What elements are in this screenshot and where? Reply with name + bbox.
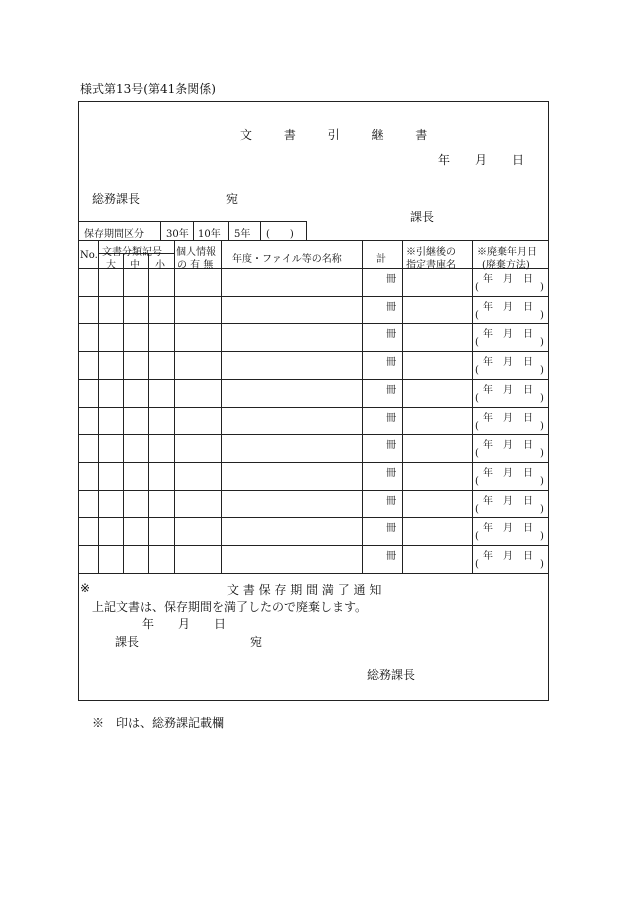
footnote: ※ 印は、総務課記載欄 <box>92 716 225 730</box>
row-open-paren: ( <box>475 393 479 404</box>
row-close-paren: ) <box>540 559 544 570</box>
row-close-paren: ) <box>540 448 544 459</box>
row-open-paren: ( <box>475 504 479 515</box>
row-disposal-date: 年 月 日 <box>483 413 533 424</box>
row-open-paren: ( <box>475 421 479 432</box>
row-close-paren: ) <box>540 365 544 376</box>
notice-body: 上記文書は、保存期間を満了したので廃棄します。 <box>92 600 368 614</box>
row-disposal-date: 年 月 日 <box>483 329 533 340</box>
header-dest-2: 指定書庫名 <box>406 260 456 271</box>
row-close-paren: ) <box>540 531 544 542</box>
header-personal-info-2: の 有 無 <box>177 260 214 271</box>
sender-title: 課長 <box>410 210 435 224</box>
row-unit: 冊 <box>386 523 396 534</box>
row-open-paren: ( <box>475 559 479 570</box>
recipient-suffix: 宛 <box>226 192 239 206</box>
row-unit: 冊 <box>386 385 396 396</box>
notice-year: 年 <box>142 617 155 631</box>
header-class-large: 大 <box>106 260 116 271</box>
row-close-paren: ) <box>540 393 544 404</box>
row-unit: 冊 <box>386 302 396 313</box>
row-disposal-date: 年 月 日 <box>483 468 533 479</box>
header-dest-1: ※引継後の <box>406 247 456 258</box>
notice-from: 総務課長 <box>367 668 416 682</box>
row-unit: 冊 <box>386 329 396 340</box>
form-title: 文 書 引 継 書 <box>240 128 442 142</box>
header-personal-info-1: 個人情報 <box>176 247 216 258</box>
row-close-paren: ) <box>540 310 544 321</box>
notice-suffix: 宛 <box>250 635 263 649</box>
row-disposal-date: 年 月 日 <box>483 302 533 313</box>
date-month: 月 <box>475 153 488 167</box>
recipient-name: 総務課長 <box>92 192 141 206</box>
retention-option-custom[interactable]: ( ) <box>266 229 294 240</box>
row-disposal-date: 年 月 日 <box>483 385 533 396</box>
row-close-paren: ) <box>540 282 544 293</box>
row-unit: 冊 <box>386 496 396 507</box>
retention-option-30[interactable]: 30年 <box>166 229 189 240</box>
row-close-paren: ) <box>540 504 544 515</box>
notice-to: 課長 <box>115 635 140 649</box>
header-no: No. <box>80 250 98 261</box>
row-unit: 冊 <box>386 413 396 424</box>
retention-label: 保存期間区分 <box>84 229 144 240</box>
row-disposal-date: 年 月 日 <box>483 357 533 368</box>
retention-option-5[interactable]: 5年 <box>234 229 251 240</box>
row-open-paren: ( <box>475 310 479 321</box>
row-disposal-date: 年 月 日 <box>483 440 533 451</box>
header-class-medium: 中 <box>130 260 140 271</box>
row-close-paren: ) <box>540 421 544 432</box>
row-disposal-date: 年 月 日 <box>483 274 533 285</box>
notice-mark: ※ <box>80 581 91 595</box>
notice-title: 文 書 保 存 期 間 満 了 通 知 <box>227 583 382 597</box>
header-total: 計 <box>376 254 386 265</box>
form-label: 様式第13号(第41条関係) <box>80 82 216 96</box>
row-open-paren: ( <box>475 448 479 459</box>
retention-option-10[interactable]: 10年 <box>198 229 221 240</box>
row-unit: 冊 <box>386 274 396 285</box>
row-disposal-date: 年 月 日 <box>483 496 533 507</box>
row-unit: 冊 <box>386 357 396 368</box>
row-open-paren: ( <box>475 282 479 293</box>
row-open-paren: ( <box>475 337 479 348</box>
row-unit: 冊 <box>386 468 396 479</box>
row-open-paren: ( <box>475 365 479 376</box>
row-open-paren: ( <box>475 531 479 542</box>
row-unit: 冊 <box>386 440 396 451</box>
row-unit: 冊 <box>386 551 396 562</box>
date-year: 年 <box>438 153 451 167</box>
row-close-paren: ) <box>540 337 544 348</box>
date-day: 日 <box>512 153 525 167</box>
row-close-paren: ) <box>540 476 544 487</box>
header-disposal-2: (廃棄方法) <box>482 260 530 271</box>
header-class-small: 小 <box>155 260 165 271</box>
row-disposal-date: 年 月 日 <box>483 523 533 534</box>
row-disposal-date: 年 月 日 <box>483 551 533 562</box>
header-disposal-1: ※廃棄年月日 <box>477 247 537 258</box>
notice-day: 日 <box>214 617 227 631</box>
row-open-paren: ( <box>475 476 479 487</box>
notice-month: 月 <box>178 617 191 631</box>
header-file-name: 年度・ファイル等の名称 <box>232 254 342 265</box>
header-classification: 文書分類記号 <box>102 247 162 258</box>
